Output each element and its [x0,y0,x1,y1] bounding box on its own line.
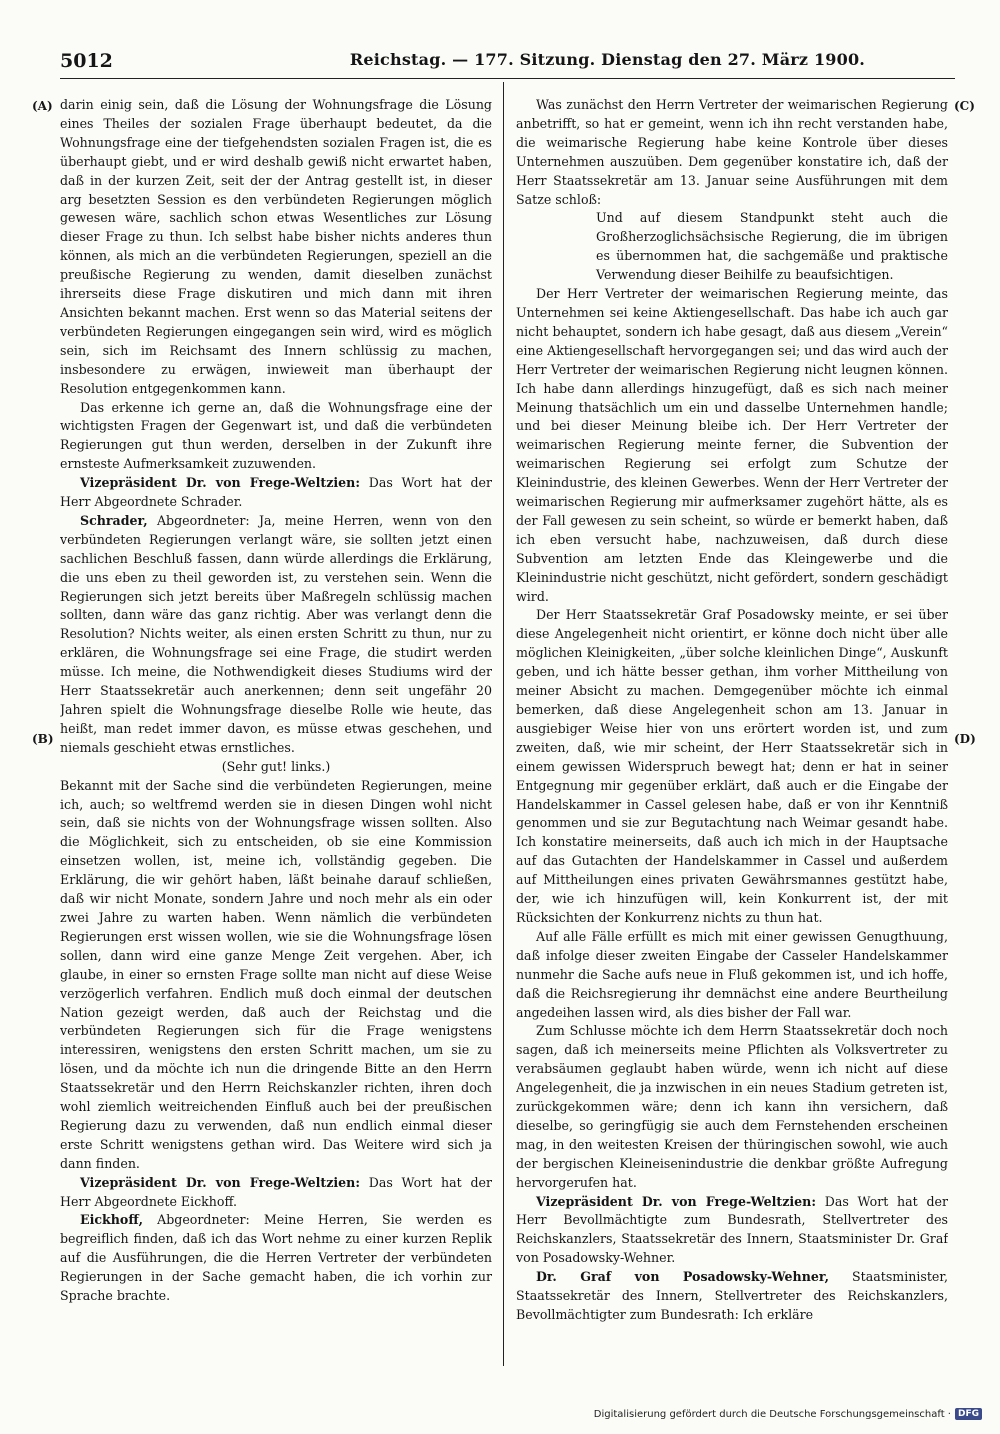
speaker-name: Vizepräsident Dr. von Frege-Weltzien: [80,1174,360,1190]
paragraph: Was zunächst den Herrn Vertreter der weimarischen Regierung anbetrifft, so hat er gemeint, wenn ich ihn recht verstanden habe, die weimarische Regierung habe keine Kontrole über dieses Unternehmen auszuüben. Dem gegenüber konstatire ich, daß der Herr Staatssekretär am 13. Januar seine Ausführungen mit dem Satze schloß: [516,97,948,207]
running-title: Reichstag. — 177. Sitzung. Dienstag den 27. März 1900. [349,50,866,69]
margin-marker-b: (B) [32,732,54,746]
speaker-paragraph [60,474,492,512]
paragraph: Das erkenne ich gerne an, daß die Wohnungsfrage eine der wichtigsten Fragen der Gegenwart ist, und daß die verbündeten Regierungen gut thun werden, derselben in der Zukunft ihre ernsteste Aufmerksamkeit zuzuwenden. [60,399,492,472]
left-column [60,96,492,1366]
paragraph: Der Herr Staatssekretär Graf Posadowsky meinte, er sei über diese Angelegenheit nicht orientirt, er könne doch nicht über alle möglichen Kleinigkeiten, „über solche kleinlichen Dinge“, Auskunft geben, und ich hätte besser gethan, ihm vorher Mittheilung von meiner Absicht zu machen. Demgegenüber möchte ich einmal bemerken, daß diese Angelegenheit schon am 13. Januar in ausgiebiger Weise hier von uns erörtert worden ist, und zum zweiten, daß, wie mir scheint, der Herr Staatssekretär sich in einem gewissen Widerspruch bewegt hat; denn er hat in seiner Entgegnung mir gegenüber erklärt, daß auch er die Eingabe der Handelskammer in Cassel gelesen habe, daß er von ihr Kenntniß genommen und sie zur Begutachtung nach Weimar gesandt habe. Ich konstatire meinerseits, daß auch ich mich in der Hauptsache auf das Gutachten der Handelskammer in Cassel und außerdem auf Mittheilungen eines privaten Gewährsmannes gestützt habe, der, wie ich hinzufügen will, kein Konkurrent ist, der mit Rücksichten der Konkurrenz nichts zu thun hat. [516,607,948,925]
speaker-name: Schrader, [80,512,148,528]
interjection: (Sehr gut! links.) [221,758,331,774]
paragraph: Bekannt mit der Sache sind die verbündeten Regierungen, meine ich, auch; so weltfremd werden sie in diesen Dingen wohl nicht sein, daß sie nichts von der Wohnungsfrage wissen sollten. Also die Möglichkeit, sich zu entscheiden, ob sie eine Kommission einsetzen wollen, ist, meine ich, vollständig gegeben. Die Erklärung, die wir gehört haben, läßt beinahe darauf schließen, daß wir nicht Monate, sondern Jahre und noch mehr als ein oder zwei Jahre zu warten haben. Wenn nämlich die verbündeten Regierungen erst wissen wollen, wie sie die Wohnungsfrage lösen sollen, dann wird eine ganze Menge Zeit vergehen. Aber, ich glaube, in einer so ernsten Frage sollte man nicht auf diese Weise verzögerlich verfahren. Endlich muß doch einmal der deutschen Nation gezeigt werden, daß auch der Reichstag und die verbündeten Regierungen sich für die Frage wenigstens interessiren, wenigstens den ersten Schritt machen, um sie zu lösen, und da möchte ich nun die dringende Bitte an den Herrn Staatssekretär und den Herrn Reichskanzler richten, ihren doch wohl ziemlich weitreichenden Einfluß auch bei der preußischen Regierung dazu zu verwenden, daß nun endlich einmal dieser erste Schritt wenigstens gethan wird. Das Weitere wird sich ja dann finden. [60,777,492,1171]
speech-text: Das Wort hat der Herr Bevollmächtigte zum Bundesrath, Stellvertreter des Reichskanzlers, Staatssekretär des Innern, Staatsminister Dr. Graf von Posadowsky-Wehner. [516,1193,948,1266]
page-header [60,50,955,74]
speech-text: Staatsminister, Staatssekretär des Innern, Stellvertreter des Reichskanzlers, Bevollmächtigter zum Bundesrath: Ich erkläre [516,1269,948,1322]
speech-text: Abgeordneter: Meine Herren, Sie werden es begreiflich finden, daß ich das Wort nehme zu einer kurzen Replik auf die Ausführungen, die die Herren Vertreter der verbündeten Regierungen in der Sache gemacht haben, die ich vorhin zur Sprache brachte. [60,1212,492,1304]
paragraph: Der Herr Vertreter der weimarischen Regierung meinte, das Unternehmen sei keine Aktiengesellschaft. Das habe ich auch gar nicht behauptet, sondern ich habe gesagt, daß aus diesem „Verein“ eine Aktiengesellschaft hervorgegangen sei; und das wird auch der Herr Vertreter der weimarischen Regierung nicht leugnen können. Ich habe dann allerdings hinzugefügt, daß es sich nach meiner Meinung thatsächlich um ein und dasselbe Unternehmen handle; und bei dieser Meinung bleibe ich. Der Herr Vertreter der weimarischen Regierung meinte ferner, die Subvention der weimarischen Regierung sei erfolgt zum Schutze der Kleinindustrie, des kleinen Gewerbes. Wenn der Herr Vertreter der weimarischen Regierung mir aufmerksamer zugehört hätte, als es der Fall gewesen zu sein scheint, so würde er bemerkt haben, daß ich eben versucht habe, nachzuweisen, daß durch diese Subvention am letzten Ende das Kleingewerbe und die Kleinindustrie nicht geschützt, nicht gefördert, sondern geschädigt wird. [516,286,948,604]
speaker-name: Vizepräsident Dr. von Frege-Weltzien: [536,1193,816,1209]
speech-text: Das Wort hat der Herr Abgeordnete Eickhoff. [60,1174,492,1209]
digitization-credit [594,1408,982,1420]
speech-text: Das Wort hat der Herr Abgeordnete Schrader. [60,475,492,510]
margin-marker-c: (C) [954,99,975,113]
speaker-name: Eickhoff, [80,1212,144,1228]
credit-text: Digitalisierung gefördert durch die Deutsche Forschungsgemeinschaft · [593,1408,951,1420]
speaker-paragraph [60,512,492,758]
page-number: 5012 [60,50,113,72]
speaker-name: Vizepräsident Dr. von Frege-Weltzien: [80,475,360,491]
right-column [516,96,948,1366]
margin-marker-a: (A) [32,99,53,113]
header-rule [60,78,955,79]
paragraph: darin einig sein, daß die Lösung der Wohnungsfrage die Lösung eines Theiles der sozialen Frage überhaupt bedeutet, da die Wohnungsfrage eine der tiefgehendsten sozialen Fragen ist, die es überhaupt giebt, und er wird deshalb gewiß nicht erwartet haben, daß in der kurzen Zeit, seit der der Antrag gestellt ist, in dieser arg besetzten Session es den verbündeten Regierungen möglich gewesen wäre, sachlich schon etwas Wesentliches zur Lösung dieser Frage zu thun. Ich selbst habe bisher nichts anderes thun können, als mich an die verbündeten Regierungen, speziell an die preußische Regierung zu wenden, damit dieselben zunächst ihrerseits diese Frage diskutiren und mich dann mit ihren Ansichten bekannt machen. Erst wenn so das Material seitens der verbündeten Regierungen eingegangen sein wird, wird es möglich sein, sich im Reichsamt des Innern schlüssig zu machen, insbesondere zu erwägen, inwieweit man überhaupt der Resolution entgegenkommen kann. [60,97,492,396]
speaker-paragraph [516,1268,948,1325]
column-divider [503,82,504,1366]
speaker-paragraph [60,1211,492,1306]
speaker-name: Dr. Graf von Posadowsky-Wehner, [536,1269,829,1285]
paragraph: Zum Schlusse möchte ich dem Herrn Staatssekretär doch noch sagen, daß ich meinerseits meine Pflichten als Volksvertreter zu verabsäumen geglaubt haben würde, wenn ich nicht auf diese Angelegenheit, die ja inzwischen in ein neues Stadium getreten ist, zurückgekommen wäre; denn ich kann ihn versichern, daß dieselbe, so geringfügig sie auch dem Fernstehenden erscheinen mag, in den weitesten Kreisen der thüringischen sowohl, wie auch der bergischen Kleineisenindustrie die denkbar größte Aufregung hervorgerufen hat. [516,1023,948,1190]
paragraph: Auf alle Fälle erfüllt es mich mit einer gewissen Genugthuung, daß infolge dieser zweiten Eingabe der Casseler Handelskammer nunmehr die Sache aufs neue in Fluß gekommen ist, und ich hoffe, daß die Reichsregierung ihr demnächst eine andere Beurtheilung angedeihen lassen wird, als dies bisher der Fall war. [516,928,948,1020]
speaker-paragraph [60,1174,492,1212]
dfg-logo: DFG [955,1408,982,1420]
margin-marker-d: (D) [954,732,976,746]
quotation: Und auf diesem Standpunkt steht auch die Großherzoglichsächsische Regierung, die im übrigen es übernommen hat, die sachgemäße und praktische Verwendung dieser Beihilfe zu beaufsichtigen. [596,210,948,283]
speaker-paragraph [516,1193,948,1269]
speech-text: Abgeordneter: Ja, meine Herren, wenn von den verbündeten Regierungen verlangt wäre, sie sollten jetzt einen sachlichen Beschluß fassen, dann würde allerdings die Erklärung, die uns eben zu theil geworden ist, zu verstehen sein. Wenn die Regierungen sich jetzt bereits über Maßregeln schlüssig machen sollten, dann wäre das ganz richtig. Aber was verlangt denn die Resolution? Nichts weiter, als einen ersten Schritt zu thun, nur zu erklären, die Wohnungsfrage sei eine Frage, die studirt werden müsse. Ich meine, die Nothwendigkeit dieses Studiums wird der Herr Staatssekretär auch anerkennen; denn seit ungefähr 20 Jahren spielt die Wohnungsfrage dieselbe Rolle wie heute, das heißt, man redet immer davon, es müsse etwas geschehen, und niemals geschieht etwas ernstliches. [60,512,492,755]
